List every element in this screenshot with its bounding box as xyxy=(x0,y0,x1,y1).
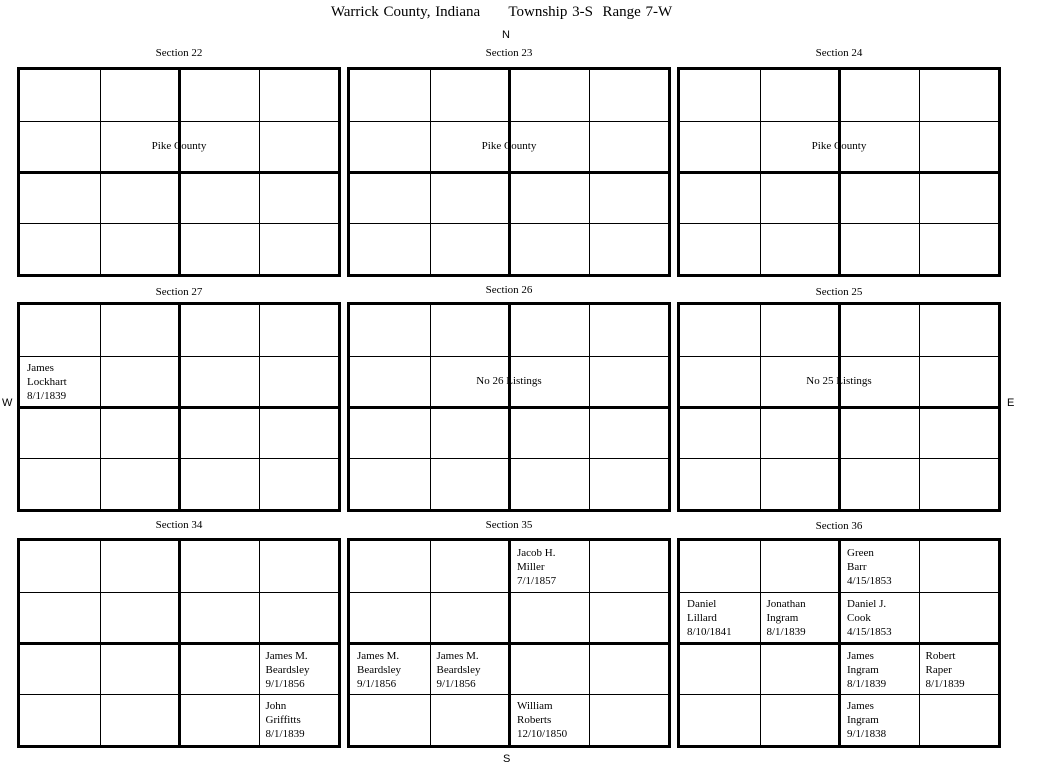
quarter-line xyxy=(680,356,998,357)
section-box xyxy=(17,302,341,512)
land-entry: James Ingram 8/1/1839 xyxy=(847,650,887,690)
land-entry: Daniel Lillard 8/10/1841 xyxy=(687,598,732,638)
half-section-line xyxy=(350,171,668,174)
compass-east: E xyxy=(1007,397,1015,409)
compass-south: S xyxy=(503,753,511,765)
land-entry: Jacob H. Miller 7/1/1857 xyxy=(517,547,557,587)
half-section-line xyxy=(680,171,998,174)
land-entry: James Lockhart 8/1/1839 xyxy=(27,362,67,402)
section-label: Section 27 xyxy=(155,286,203,298)
section-note: Pike County xyxy=(811,139,867,152)
section-box xyxy=(677,67,1001,277)
land-entry: James M. Beardsley 9/1/1856 xyxy=(265,650,310,690)
section-note: Pike County xyxy=(481,139,537,152)
quarter-line xyxy=(20,458,338,459)
quarter-line xyxy=(350,592,668,593)
section-label: Section 26 xyxy=(485,284,533,296)
section-label: Section 25 xyxy=(815,286,863,298)
quarter-line xyxy=(350,223,668,224)
section-note: Pike County xyxy=(151,139,207,152)
section-box xyxy=(17,67,341,277)
section-box xyxy=(347,538,671,748)
quarter-line xyxy=(680,458,998,459)
section-label: Section 22 xyxy=(155,47,203,59)
land-entry: James M. Beardsley 9/1/1856 xyxy=(436,650,481,690)
compass-west: W xyxy=(2,397,13,409)
map-title: Warrick County, Indiana Township 3-S Range 7-W xyxy=(330,4,673,20)
section-note: No 25 Listings xyxy=(806,374,872,387)
half-section-line xyxy=(680,406,998,409)
section-label: Section 23 xyxy=(485,47,533,59)
land-entry: Daniel J. Cook 4/15/1853 xyxy=(847,598,892,638)
quarter-line xyxy=(680,223,998,224)
land-entry: Green Barr 4/15/1853 xyxy=(847,547,892,587)
half-section-line xyxy=(350,406,668,409)
quarter-line xyxy=(350,458,668,459)
quarter-line xyxy=(350,121,668,122)
section-box xyxy=(347,67,671,277)
section-box xyxy=(677,538,1001,748)
section-note: No 26 Listings xyxy=(476,374,542,387)
land-entry: James Ingram 9/1/1838 xyxy=(847,700,887,740)
land-entry: James M. Beardsley 9/1/1856 xyxy=(357,650,401,690)
land-entry: Robert Raper 8/1/1839 xyxy=(925,650,965,690)
quarter-line xyxy=(350,356,668,357)
half-section-line xyxy=(20,171,338,174)
section-label: Section 36 xyxy=(815,520,863,532)
section-label: Section 34 xyxy=(155,519,203,531)
section-label: Section 24 xyxy=(815,47,863,59)
land-entry: William Roberts 12/10/1850 xyxy=(517,700,568,740)
land-entry: Jonathan Ingram 8/1/1839 xyxy=(766,598,806,638)
compass-north: N xyxy=(502,29,510,41)
quarter-line xyxy=(680,121,998,122)
quarter-line xyxy=(20,592,338,593)
quarter-line xyxy=(20,121,338,122)
land-entry: John Griffitts 8/1/1839 xyxy=(265,700,305,740)
section-box xyxy=(347,302,671,512)
section-label: Section 35 xyxy=(485,519,533,531)
section-box xyxy=(677,302,1001,512)
section-box xyxy=(17,538,341,748)
quarter-line xyxy=(20,223,338,224)
